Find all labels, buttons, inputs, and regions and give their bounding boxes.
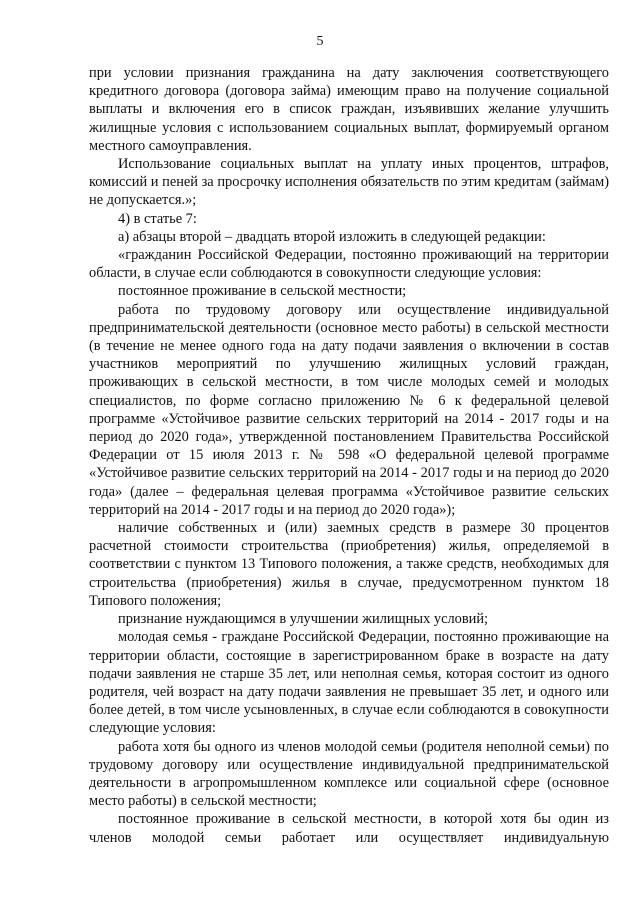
paragraph: постоянное проживание в сельской местности; [118, 283, 407, 300]
paragraph: постоянное проживание в сельской местности, в которой хотя бы один из членов молодой семьи работает или осуществляет индивидуальную [89, 811, 609, 846]
list-item: 4) в статье 7: [118, 210, 197, 227]
page-number: 5 [316, 34, 324, 49]
paragraph: работа хотя бы одного из членов молодой семьи (родителя неполной семьи) по трудовому договору или осуществление индивидуальной предпринимательской деятельности в агропромышленном комплексе или социальной сфере (основное место работы) в сельской местности; [89, 738, 609, 810]
paragraph: наличие собственных и (или) заемных средств в размере 30 процентов расчетной стоимости строительства (приобретения) жилья, определяемой в соответствии с пунктом 13 Типового положения, а также средств, необходимых для строительства (приобретения) жилья в случае, предусмотренном пунктом 18 Типового положения; [89, 520, 609, 609]
paragraph: «гражданин Российской Федерации, постоянно проживающий на территории области, в случае если соблюдаются в совокупности следующие условия: [89, 247, 609, 282]
paragraph: при условии признания гражданина на дату заключения соответствующего кредитного договора (договора займа) имеющим право на получение социальной выплаты и включения его в список граждан, изъявивших желание улучшить жилищные условия с использованием социальных выплат, формируемый органом местного самоуправления. [89, 65, 609, 154]
paragraph: Использование социальных выплат на уплату иных процентов, штрафов, комиссий и пеней за просрочку исполнения обязательств по этим кредитам (займам) не допускается.»; [89, 156, 609, 209]
paragraph: работа по трудовому договору или осуществление индивидуальной предпринимательской деятельности (основное место работы) в сельской местности (в течение не менее одного года на дату подачи заявления о включении в состав участников мероприятий по улучшению жилищных условий граждан, проживающих в сельской местности, в том числе молодых семей и молодых специалистов, по форме согласно приложению № 6 к федеральной целевой программе «Устойчивое развитие сельских территорий на 2014 - 2017 годы и на период до 2020 года», утвержденной постановлением Правительства Российской Федерации от 15 июля 2013 г. № 598 «О федеральной целевой программе «Устойчивое развитие сельских территорий на 2014 - 2017 годы и на период до 2020 года» (далее – федеральная целевая программа «Устойчивое развитие сельских территорий на 2014 - 2017 годы и на период до 2020 года»); [89, 301, 609, 518]
paragraph: молодая семья - граждане Российской Федерации, постоянно проживающие на территории области, состоящие в зарегистрированном браке в возрасте на дату подачи заявления не старше 35 лет, или неполная семья, которая состоит из одного родителя, чей возраст на дату подачи заявления не превышает 35 лет, и одного или более детей, в том числе усыновленных, в случае если соблюдаются в совокупности следующие условия: [89, 629, 609, 737]
document-body [89, 64, 609, 847]
paragraph: признание нуждающимся в улучшении жилищных условий; [118, 611, 489, 628]
list-item: а) абзацы второй – двадцать второй изложить в следующей редакции: [118, 228, 546, 245]
